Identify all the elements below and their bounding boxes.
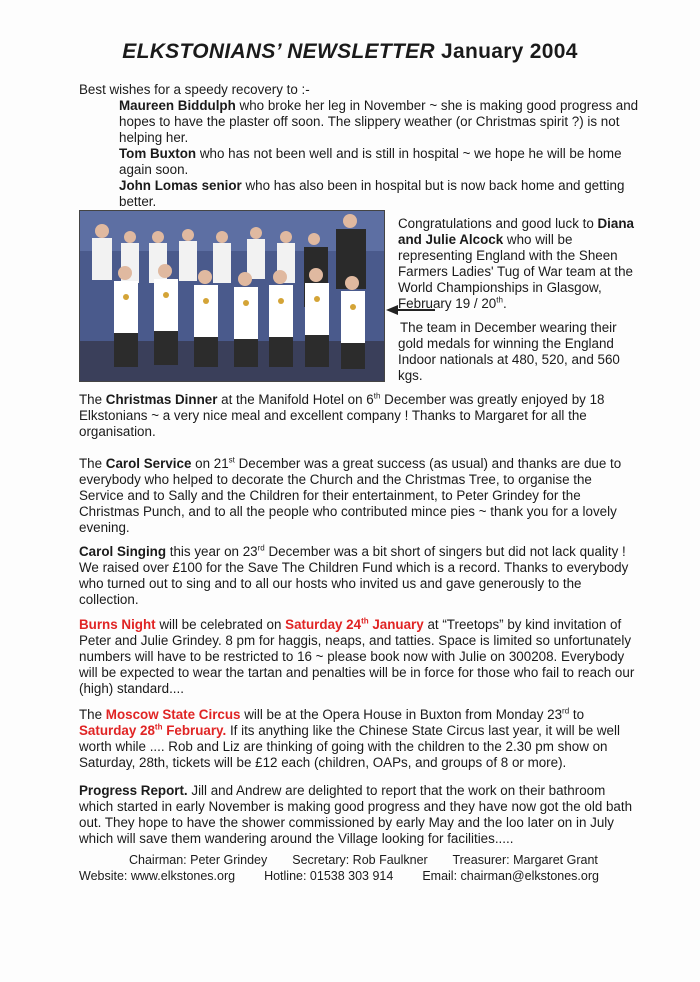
burns-text2: at “Treetops” by kind invitation of Peter and Julie Grindey. 8 pm for haggis, neaps, and tatties. Space is limited so unfortunately numbers will have to be restricted to 16 ~ please book now with Julie on 300208. Everybody will be expected to wear the tartan and penalties will be in force for those who fail to reach our (high) standard....	[79, 617, 635, 696]
circus-date	[79, 723, 226, 738]
footer-email[interactable]: Email: chairman@elkstones.org	[422, 869, 599, 883]
left-arrow-icon	[386, 303, 436, 317]
photo-caption	[398, 320, 642, 384]
progress-text	[79, 783, 639, 847]
burns-date	[285, 617, 424, 632]
footer-treasurer: Treasurer: Margaret Grant	[452, 853, 598, 867]
get-well-item	[79, 178, 639, 210]
get-well-item	[79, 98, 639, 146]
title-date: January 2004	[441, 40, 578, 63]
dinner-sup: th	[373, 391, 381, 401]
circus-title: Moscow State Circus	[105, 707, 241, 722]
singing-sup: rd	[257, 543, 265, 553]
footer-officers	[79, 852, 659, 868]
congrats-names: Diana and Julie Alcock	[398, 216, 634, 247]
service-pre: The	[79, 456, 106, 471]
title-newsletter: ELKSTONIANS’ NEWSLETTER	[122, 40, 435, 63]
singing-title: Carol Singing	[79, 544, 167, 559]
footer-hotline: Hotline: 01538 303 914	[264, 869, 394, 883]
circus-sup1: rd	[562, 706, 570, 716]
carol-singing-text	[79, 544, 639, 608]
carol-singing-section	[79, 544, 639, 608]
dinner-title: Christmas Dinner	[105, 392, 218, 407]
get-well-name: Maureen Biddulph	[119, 98, 236, 113]
dinner-text1: at the Manifold Hotel on 6	[217, 392, 374, 407]
singing-text1: this year on 23	[166, 544, 258, 559]
footer-secretary: Secretary: Rob Faulkner	[292, 853, 428, 867]
service-text2: December was a great success (as usual) and thanks are due to everybody who helped to decorate the Church and the Christmas Tree, to organise the Service and to Sally and the Children for their entertainment, to Peter Grindey for the Christmas Punch, and to all the people who contributed mince pies ~ thank you for a lovely evening.	[79, 456, 622, 535]
circus-text	[79, 707, 639, 771]
carol-service-text	[79, 456, 639, 536]
congrats-post: who will be representing England with the Sheen Farmers Ladies' Tug of War team at the World Championships in Glasgow, February 19 / 20	[398, 232, 634, 311]
circus-date-sup: th	[154, 722, 163, 732]
get-well-text: who has not been well and is still in hospital ~ we hope he will be home again soon.	[119, 146, 622, 177]
circus-pre: The	[79, 707, 106, 722]
page-title	[0, 40, 700, 64]
caption-text: The team in December wearing their gold medals for winning the England Indoor nationals at 480, 520, and 560 kgs.	[398, 320, 620, 383]
circus-section	[79, 707, 639, 771]
get-well-item	[79, 146, 639, 178]
get-well-text: who has also been in hospital but is now back home and getting better.	[119, 178, 625, 209]
tug-of-war-congrats	[398, 216, 642, 312]
burns-date-sup: th	[361, 616, 369, 626]
progress-body: Jill and Andrew are delighted to report that the work on their bathroom which started in early November is making good progress and they have now got the old bath out. They hope to have the shower commissioned by early May and the loo later on in July which will save them wandering around the Village looking for facilities.....	[79, 783, 633, 846]
burns-night-text	[79, 617, 639, 697]
get-well-name: John Lomas senior	[119, 178, 242, 193]
service-sup: st	[228, 455, 235, 465]
footer-chairman: Chairman: Peter Grindey	[129, 853, 268, 867]
circus-date-main: Saturday 28	[79, 723, 155, 738]
burns-title: Burns Night	[79, 617, 156, 632]
footer-contacts	[79, 868, 659, 884]
team-photo	[79, 210, 385, 382]
service-title: Carol Service	[105, 456, 192, 471]
christmas-dinner-text	[79, 392, 639, 440]
get-well-section	[79, 82, 639, 210]
singing-text2: December was a bit short of singers but did not lack quality ! We raised over £100 for the Save The Children Fund which is a record. Thanks to everybody who turned out to sing and to all our hosts who invited us and gave generously to the collection.	[79, 544, 629, 607]
progress-title: Progress Report.	[79, 783, 188, 798]
burns-night-section	[79, 617, 639, 697]
footer-website[interactable]: Website: www.elkstones.org	[79, 869, 236, 883]
congrats-sup: th	[496, 295, 503, 305]
get-well-intro: Best wishes for a speedy recovery to :-	[79, 82, 310, 97]
circus-text2: If its anything like the Chinese State Circus last year, it will be well worth while .... Rob and Liz are thinking of going with the children to the 2.30 pm show on Saturday, 28th, tickets will be £12 each (children, OAPs, and groups of 8 or more).	[79, 723, 620, 770]
burns-text1: will be celebrated on	[155, 617, 286, 632]
circus-text1: will be at the Opera House in Buxton from Monday 23	[240, 707, 563, 722]
footer	[79, 852, 659, 884]
get-well-text: who broke her leg in November ~ she is making good progress and hopes to have the plaster off soon. The slippery weather (or Christmas spirit ?) is not helping her.	[119, 98, 639, 145]
progress-report-section	[79, 783, 639, 847]
service-text1: on 21	[191, 456, 229, 471]
burns-date-end: January	[368, 617, 424, 632]
dinner-text2: December was greatly enjoyed by 18 Elkstonians ~ a very nice meal and excellent company ! Thanks to Margaret for all the organisation.	[79, 392, 605, 439]
dinner-pre: The	[79, 392, 106, 407]
congrats-pre: Congratulations and good luck to	[398, 216, 598, 231]
carol-service-section	[79, 456, 639, 536]
burns-date-main: Saturday 24	[285, 617, 362, 632]
congrats-end: .	[502, 296, 507, 311]
circus-date-end: February.	[162, 723, 227, 738]
get-well-name: Tom Buxton	[119, 146, 197, 161]
christmas-dinner-section	[79, 392, 639, 440]
circus-text1b: to	[569, 707, 585, 722]
